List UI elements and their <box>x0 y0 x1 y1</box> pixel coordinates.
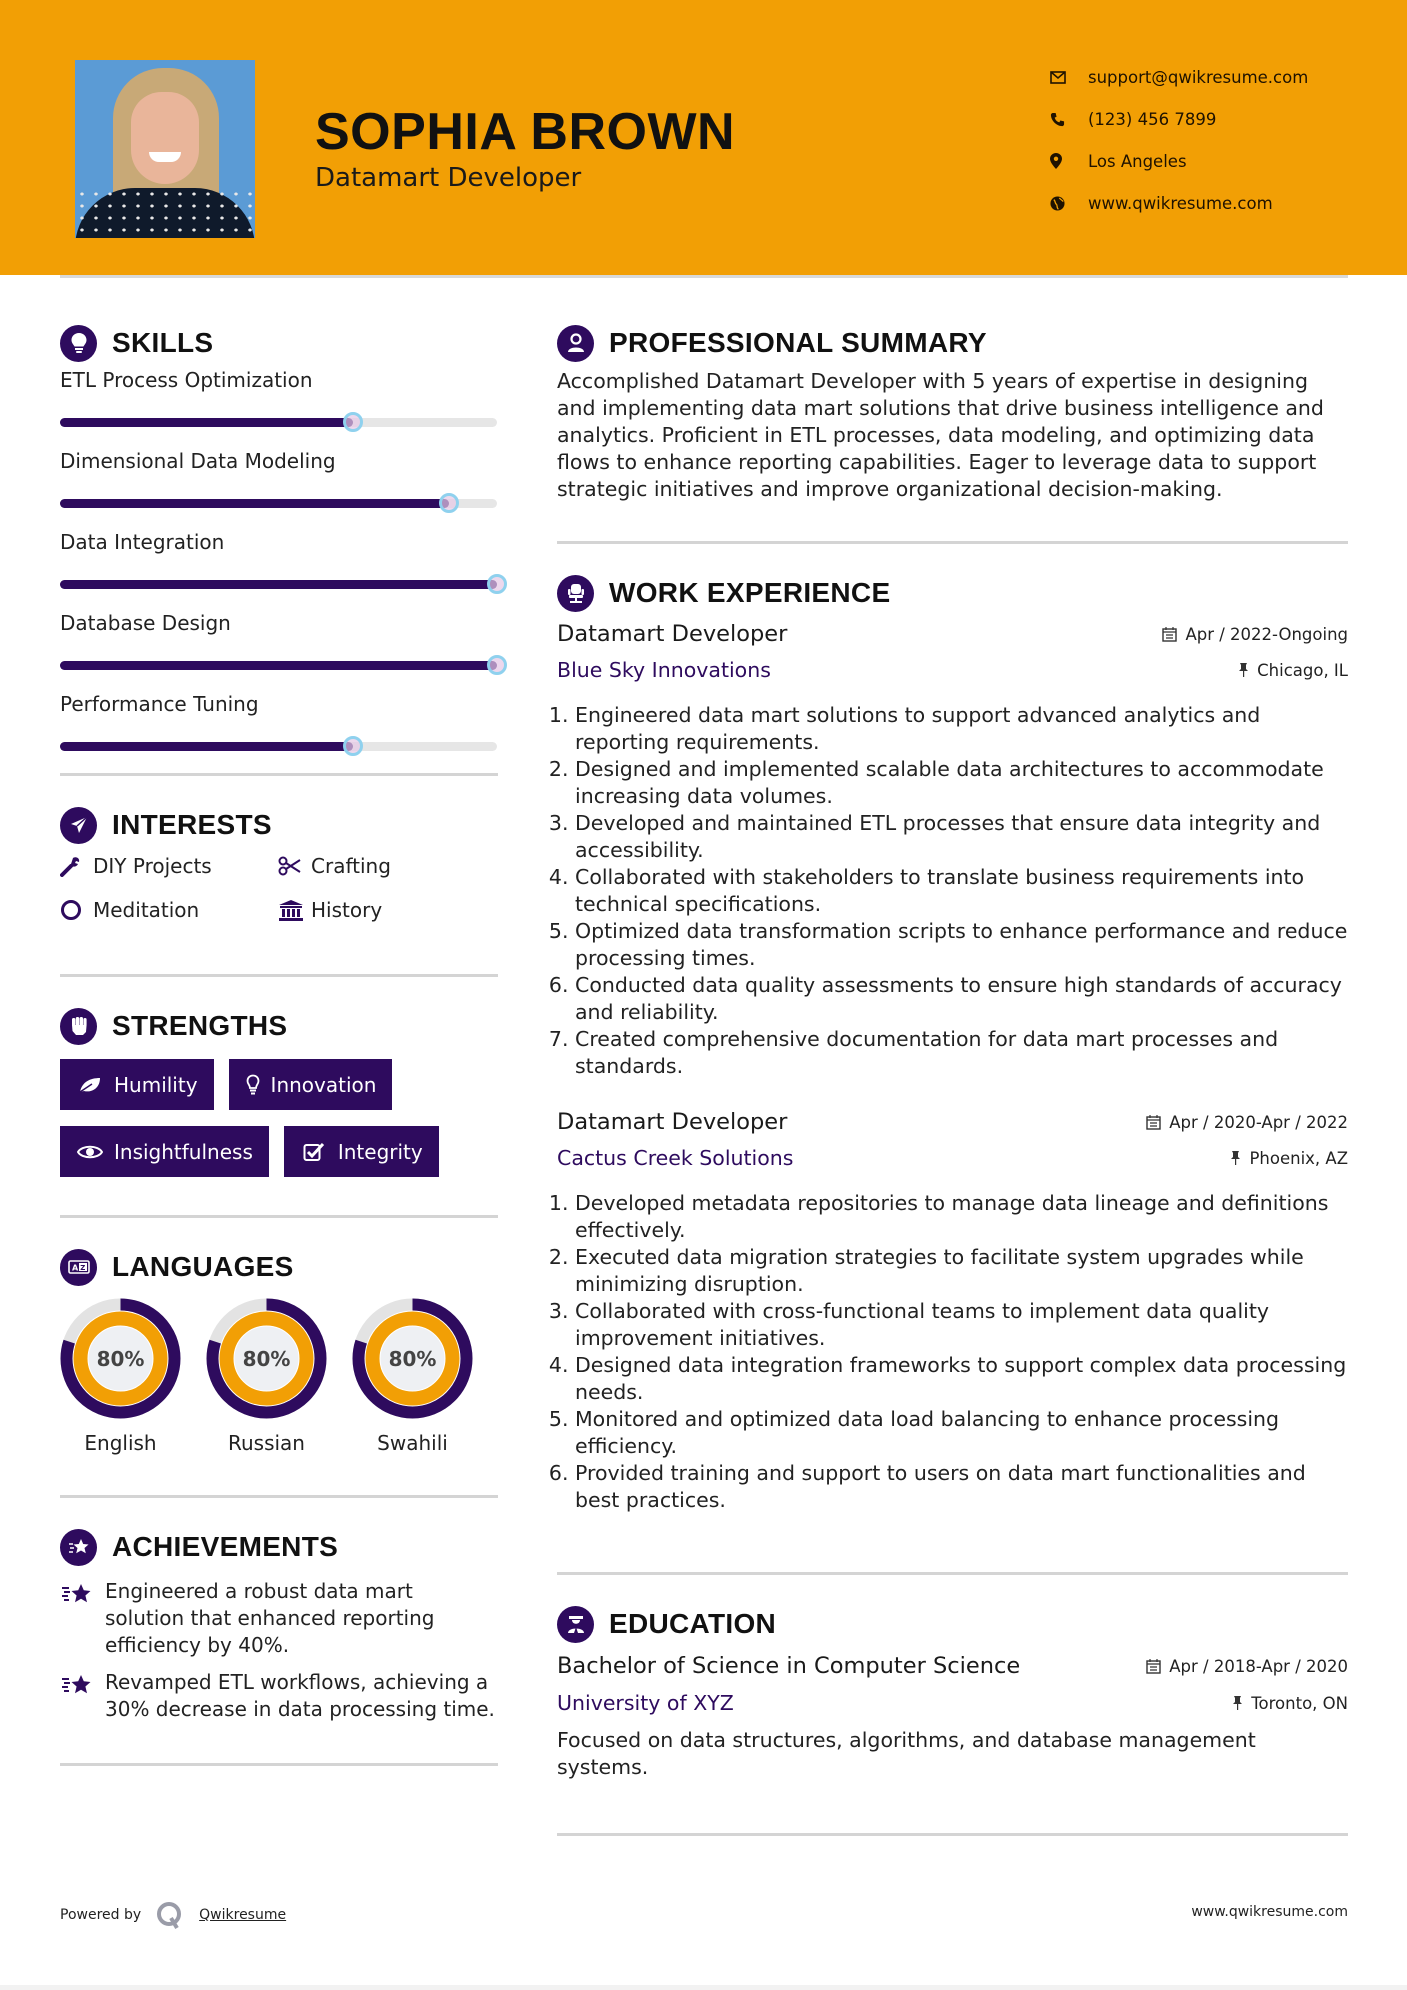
phone-icon <box>1050 112 1088 127</box>
contact-phone[interactable] <box>1050 98 1308 140</box>
fist-icon <box>60 1008 97 1045</box>
strength-label: Innovation <box>270 1072 377 1097</box>
job-company: Cactus Creek Solutions <box>557 1146 794 1170</box>
interest-label: History <box>311 898 383 922</box>
interest-label: Crafting <box>311 854 391 878</box>
interests-list <box>60 852 498 924</box>
languages-title: LANGUAGES <box>112 1251 294 1282</box>
achievements-title: ACHIEVEMENTS <box>112 1531 339 1562</box>
language-name: Swahili <box>377 1431 448 1455</box>
skill-item <box>60 368 498 427</box>
pushpin-icon <box>1232 1695 1243 1711</box>
interests-title: INTERESTS <box>112 809 272 840</box>
job-bullet: 2. Executed data migration strategies to facilitate system upgrades while minimizing disruption. <box>575 1244 1348 1298</box>
achievement-item <box>60 1578 498 1659</box>
contact-phone-text: (123) 456 7899 <box>1088 109 1217 129</box>
contact-email-text: support@qwikresume.com <box>1088 67 1309 87</box>
skill-knob <box>343 412 363 432</box>
language-name: English <box>84 1431 157 1455</box>
achievement-text: Revamped ETL workflows, achieving a 30% decrease in data processing time. <box>105 1670 495 1721</box>
map-marker-icon <box>1050 153 1088 169</box>
globe-icon <box>1050 196 1088 211</box>
job-dates: Apr / 2022-Ongoing <box>1162 625 1348 644</box>
star-badge-icon <box>60 1529 97 1566</box>
language-percent: 80% <box>96 1346 145 1371</box>
scissors-icon <box>278 856 311 876</box>
check-square-icon <box>296 1142 332 1162</box>
skill-bar <box>60 418 497 427</box>
left-column <box>60 322 498 1766</box>
eye-icon <box>72 1144 108 1160</box>
strengths-title: STRENGTHS <box>112 1010 288 1041</box>
graduate-icon <box>557 1606 594 1643</box>
language-item <box>60 1298 181 1455</box>
contact-website[interactable] <box>1050 182 1308 224</box>
language-item <box>352 1298 473 1455</box>
pushpin-icon <box>1238 662 1249 678</box>
interest-item <box>278 896 496 924</box>
skill-knob <box>487 655 507 675</box>
interest-label: Meditation <box>93 898 200 922</box>
experience-heading <box>557 572 1348 614</box>
interests-heading <box>60 804 498 846</box>
section-divider <box>557 1572 1348 1575</box>
job-bullet: 3. Collaborated with cross-functional teams to implement data quality improvement initiatives. <box>575 1298 1348 1352</box>
office-chair-icon <box>557 575 594 612</box>
job-location: Chicago, IL <box>1238 661 1348 680</box>
contact-email[interactable] <box>1050 56 1308 98</box>
language-item <box>206 1298 327 1455</box>
degree: Bachelor of Science in Computer Science <box>557 1653 1021 1679</box>
candidate-name: SOPHIA BROWN <box>315 103 736 161</box>
job-bullet: 6. Provided training and support to users on data mart functionalities and best practices. <box>575 1460 1348 1514</box>
section-divider <box>60 974 498 977</box>
contact-location-text: Los Angeles <box>1088 151 1187 171</box>
user-icon <box>557 325 594 362</box>
job-bullets <box>557 702 1348 1080</box>
skills-heading <box>60 322 498 364</box>
interest-item <box>278 852 496 880</box>
job-location: Phoenix, AZ <box>1230 1149 1348 1168</box>
language-percent: 80% <box>388 1346 437 1371</box>
envelope-icon <box>1050 71 1088 84</box>
job-entry <box>557 616 1348 1080</box>
job-bullet: 7. Created comprehensive documentation for data mart processes and standards. <box>575 1026 1348 1080</box>
achievement-text: Engineered a robust data mart solution that enhanced reporting efficiency by 40%. <box>105 1579 435 1657</box>
contact-list <box>1050 56 1308 224</box>
skill-bar <box>60 580 497 589</box>
education-dates: Apr / 2018-Apr / 2020 <box>1146 1657 1348 1676</box>
strength-chip <box>229 1059 393 1110</box>
strength-chip <box>60 1059 214 1110</box>
qwikresume-link[interactable]: Qwikresume <box>199 1907 287 1923</box>
footer-powered-by <box>60 1900 286 1930</box>
wrench-icon <box>60 855 93 877</box>
skill-knob <box>487 574 507 594</box>
job-company: Blue Sky Innovations <box>557 658 771 682</box>
skill-bar <box>60 661 497 670</box>
language-donut <box>60 1298 181 1419</box>
strength-label: Integrity <box>337 1139 423 1164</box>
strengths-list <box>60 1059 500 1177</box>
profile-photo <box>75 60 255 238</box>
education-description: Focused on data structures, algorithms, and database management systems. <box>557 1728 1256 1779</box>
experience-title: WORK EXPERIENCE <box>609 577 891 608</box>
skill-label: Performance Tuning <box>60 692 259 716</box>
circle-icon <box>60 899 93 921</box>
skill-label: Database Design <box>60 611 231 635</box>
summary-heading <box>557 322 1348 364</box>
job-bullet: 6. Conducted data quality assessments to ensure high standards of accuracy and reliability. <box>575 972 1348 1026</box>
skill-item <box>60 530 498 589</box>
job-bullet: 1. Developed metadata repositories to manage data lineage and definitions effectively. <box>575 1190 1348 1244</box>
language-percent: 80% <box>242 1346 291 1371</box>
candidate-title: Datamart Developer <box>315 163 582 193</box>
strength-label: Insightfulness <box>114 1139 253 1164</box>
strength-label: Humility <box>114 1072 198 1097</box>
skills-title: SKILLS <box>112 327 214 358</box>
job-bullet: 5. Optimized data transformation scripts to enhance performance and reduce processing times. <box>575 918 1348 972</box>
job-bullet: 3. Developed and maintained ETL processes that ensure data integrity and accessibility. <box>575 810 1348 864</box>
job-bullet: 4. Designed data integration frameworks to support complex data processing needs. <box>575 1352 1348 1406</box>
shooting-star-icon <box>60 1578 105 1659</box>
contact-location <box>1050 140 1308 182</box>
footer-url[interactable]: www.qwikresume.com <box>1191 1904 1348 1920</box>
skill-label: Dimensional Data Modeling <box>60 449 336 473</box>
leaf-icon <box>72 1076 108 1094</box>
education-location: Toronto, ON <box>1232 1694 1348 1713</box>
svg-text:A: A <box>71 1263 78 1273</box>
interest-label: DIY Projects <box>93 854 212 878</box>
paper-plane-icon <box>60 807 97 844</box>
language-donut <box>352 1298 473 1419</box>
lightbulb-icon <box>241 1074 265 1096</box>
achievement-item <box>60 1669 498 1723</box>
section-divider <box>60 1215 498 1218</box>
translate-icon <box>60 1249 97 1286</box>
calendar-icon <box>1162 626 1177 642</box>
job-role: Datamart Developer <box>557 621 788 647</box>
language-name: Russian <box>227 1431 305 1455</box>
job-bullet: 1. Engineered data mart solutions to support advanced analytics and reporting requirements. <box>575 702 1348 756</box>
skill-label: ETL Process Optimization <box>60 368 313 392</box>
skill-knob <box>439 493 459 513</box>
summary-text: Accomplished Datamart Developer with 5 years of expertise in designing and implementing data mart solutions that drive business intelligence and analytics. Proficient in ETL processes, data modeling, and optimizing data flows to enhance reporting capabilities. Eager to leverage data to support strategic initiatives and improve organizational decision-making. <box>557 369 1324 501</box>
contact-website-text: www.qwikresume.com <box>1088 193 1273 213</box>
pushpin-icon <box>1230 1150 1241 1166</box>
job-bullet: 2. Designed and implemented scalable data architectures to accommodate increasing data volumes. <box>575 756 1348 810</box>
qwikresume-logo-icon <box>155 1900 185 1930</box>
bottom-strip <box>0 1985 1407 1990</box>
school: University of XYZ <box>557 1691 734 1715</box>
skill-label: Data Integration <box>60 530 225 554</box>
interest-item <box>60 852 278 880</box>
section-divider <box>60 1495 498 1498</box>
skill-bar <box>60 499 497 508</box>
header-divider <box>60 275 1348 278</box>
education-heading <box>557 1603 1348 1645</box>
skill-item <box>60 449 498 508</box>
section-divider <box>60 1763 498 1766</box>
skill-item <box>60 692 498 751</box>
achievements-heading <box>60 1526 498 1568</box>
job-dates: Apr / 2020-Apr / 2022 <box>1146 1113 1348 1132</box>
education-entry <box>557 1647 1348 1781</box>
section-divider <box>557 1833 1348 1836</box>
strength-chip <box>284 1126 439 1177</box>
powered-by-label: Powered by <box>60 1907 142 1923</box>
job-bullet: 4. Collaborated with stakeholders to translate business requirements into technical specifications. <box>575 864 1348 918</box>
shooting-star-icon <box>60 1669 105 1723</box>
right-column <box>557 322 1348 1836</box>
interest-item <box>60 896 278 924</box>
language-donut <box>206 1298 327 1419</box>
lightbulb-icon <box>60 325 97 362</box>
languages-heading <box>60 1246 498 1288</box>
languages-list <box>60 1298 498 1455</box>
summary-title: PROFESSIONAL SUMMARY <box>609 327 987 358</box>
job-bullets <box>557 1190 1348 1514</box>
svg-text:Z: Z <box>79 1264 85 1272</box>
skill-knob <box>343 736 363 756</box>
job-bullet: 5. Monitored and optimized data load balancing to enhance processing efficiency. <box>575 1406 1348 1460</box>
job-role: Datamart Developer <box>557 1109 788 1135</box>
museum-icon <box>278 899 311 921</box>
resume-header <box>0 0 1407 275</box>
job-entry <box>557 1104 1348 1514</box>
skill-bar <box>60 742 497 751</box>
strengths-heading <box>60 1005 498 1047</box>
calendar-icon <box>1146 1114 1161 1130</box>
calendar-icon <box>1146 1658 1161 1674</box>
section-divider <box>557 541 1348 544</box>
education-title: EDUCATION <box>609 1608 777 1639</box>
skill-item <box>60 611 498 670</box>
strength-chip <box>60 1126 269 1177</box>
section-divider <box>60 773 498 776</box>
